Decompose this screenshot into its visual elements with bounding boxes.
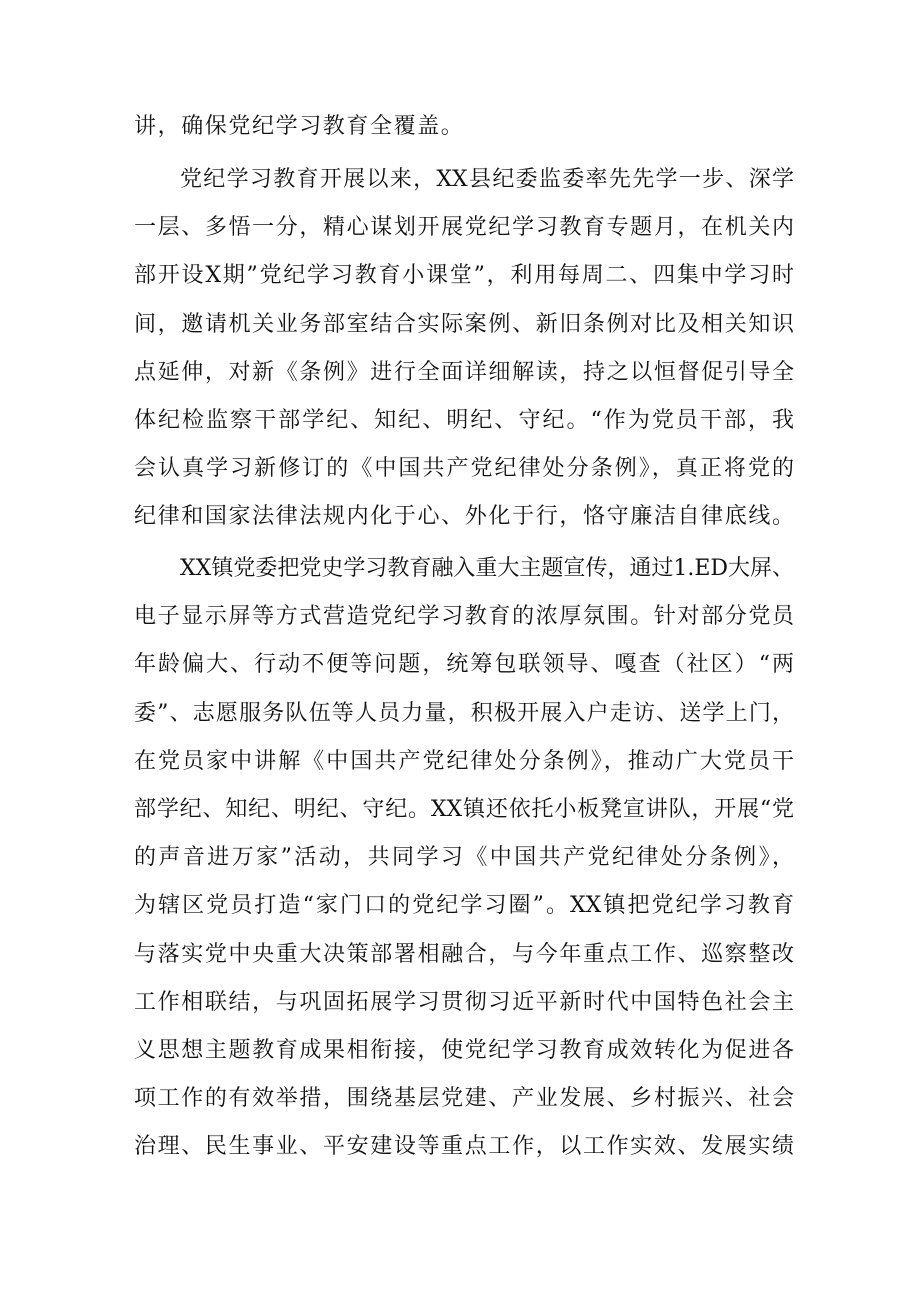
text-line-10: XX镇党委把党史学习教育融入重大主题宣传，通过1.ED大屏、 (180, 556, 794, 581)
text-line-16: 的声音进万家”活动，共同学习《中国共产党纪律处分条例》， (134, 845, 794, 870)
text-line-7: 体纪检监察干部学纪、知纪、明纪、守纪。“作为党员干部，我 (134, 408, 794, 433)
text-line-3: 一层、多悟一分，精心谋划开展党纪学习教育专题月，在机关内 (134, 215, 794, 240)
text-line-1: 讲，确保党纪学习教育全覆盖。 (134, 114, 465, 139)
text-line-14: 在党员家中讲解《中国共产党纪律处分条例》，推动广大党员干 (134, 749, 794, 774)
text-line-6: 点延伸，对新《条例》进行全面详细解读，持之以恒督促引导全 (134, 360, 794, 385)
text-line-12: 年龄偏大、行动不便等问题，统筹包联领导、嘎查（社区）“两 (134, 652, 794, 677)
text-line-19: 工作相联结，与巩固拓展学习贯彻习近平新时代中国特色社会主 (134, 990, 794, 1015)
text-line-9: 纪律和国家法律法规内化于心、外化于行，恪守廉洁自律底线。 (134, 504, 794, 529)
text-line-5: 间，邀请机关业务部室结合实际案例、新旧条例对比及相关知识 (134, 312, 794, 337)
text-line-4: 部开设X期”党纪学习教育小课堂”，利用每周二、四集中学习时 (134, 263, 794, 288)
text-line-15: 部学纪、知纪、明纪、守纪。XX镇还依托小板凳宣讲队，开展“党 (134, 797, 794, 822)
text-line-2: 党纪学习教育开展以来，XX县纪委监委率先先学一步、深学 (180, 167, 794, 192)
text-line-22: 治理、民生事业、平安建设等重点工作，以工作实效、发展实绩 (134, 1134, 794, 1159)
text-line-13: 委”、志愿服务队伍等人员力量，积极开展入户走访、送学上门， (134, 701, 794, 726)
text-line-21: 项工作的有效举措，围绕基层党建、产业发展、乡村振兴、社会 (134, 1086, 794, 1111)
text-line-18: 与落实党中央重大决策部署相融合，与今年重点工作、巡察整改 (134, 942, 794, 967)
text-line-17: 为辖区党员打造“家门口的党纪学习圈”。XX镇把党纪学习教育 (134, 893, 794, 918)
text-line-8: 会认真学习新修订的《中国共产党纪律处分条例》，真正将党的 (134, 456, 794, 481)
text-line-11: 电子显示屏等方式营造党纪学习教育的浓厚氛围。针对部分党员 (134, 604, 794, 629)
text-line-20: 义思想主题教育成果相衔接，使党纪学习教育成效转化为促进各 (134, 1038, 794, 1063)
